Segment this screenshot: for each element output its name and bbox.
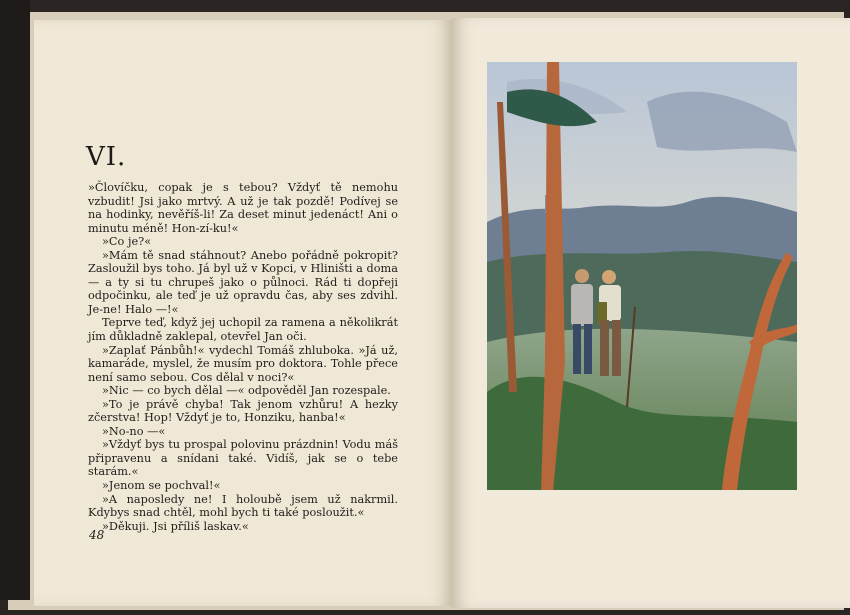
- paragraph: »Človíčku, copak je s tebou? Vždyť tě nemohu vzbudit! Jsi jako mrtvý. A už je tak pozdě! Podívej se na hodinky, nevěříš-li! Za deset minut jedenáct! Ani o minutu méně! Hon-zí-ku!«: [88, 181, 398, 235]
- paragraph: »Nic — co bych dělal —« odpověděl Jan rozespale.: [102, 384, 391, 398]
- paragraph: Teprve teď, když jej uchopil za ramena a několikrát jím důkladně zaklepal, otevřel Jan oči.: [88, 316, 398, 344]
- paragraph: »To je právě chyba! Tak jenom vzhůru! A hezky zčerstva! Hop! Vždyť je to, Honziku, hanba!«: [88, 397, 398, 425]
- paragraph: »Děkuji. Jsi příliš laskav.«: [102, 519, 249, 533]
- page-number: 48: [89, 528, 105, 542]
- paragraph: »No-no —«: [102, 424, 166, 438]
- book-edge: [0, 0, 30, 600]
- paragraph: »Vždyť bys tu prospal polovinu prázdnin! Vodu máš připravenu a snídani také. Vidíš, jak se o tebe starám.«: [88, 438, 398, 479]
- paragraph: »Co je?«: [102, 235, 152, 249]
- body-text: [88, 181, 398, 533]
- illustration: [487, 62, 797, 490]
- paragraph: »Jenom se pochval!«: [102, 479, 221, 493]
- paragraph: »Zaplať Pánbůh!« vydechl Tomáš zhluboka. »Já už, kamaráde, myslel, že musím pro doktora. Tohle přece není samo sebou. Cos dělal v noci?«: [88, 343, 398, 384]
- paragraph: »Mám tě snad stáhnout? Anebo pořádně pokropit? Zasloužil bys toho. Já byl už v Kopci, v Hliništi a doma — a ty si tu chrupeš jako o půlnoci. Rád ti dopřeji odpočinku, ale teď je už opravdu čas, aby ses zdvihl. Je-ne! Halo —!«: [88, 248, 398, 316]
- chapter-heading: VI.: [86, 142, 127, 172]
- paragraph: »A naposledy ne! I holoubě jsem už nakrmil. Kdybys snad chtěl, mohl bych ti také posloužit.«: [88, 492, 398, 520]
